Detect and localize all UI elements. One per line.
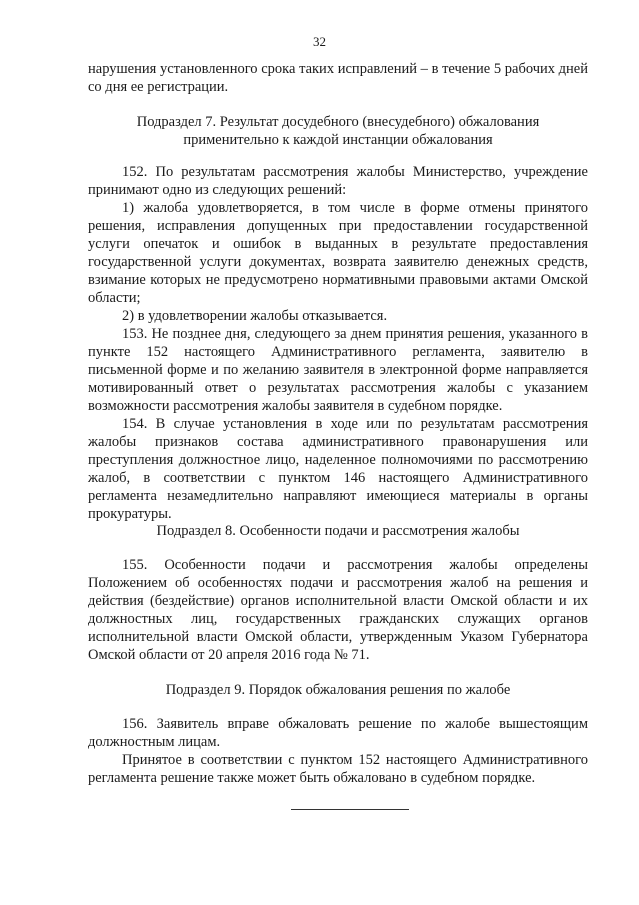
paragraph-152-item-1: 1) жалоба удовлетворяется, в том числе в форме отмены принятого решения, исправления допущенных при предоставлении государственной услуги опечаток и ошибок в выданных в результате предоставления государственной услуги документах, возврата заявителю денежных средств, взимание которых не предусмотрено нормативными правовыми актами Омской области; bbox=[88, 200, 588, 306]
paragraph-153: 153. Не позднее дня, следующего за днем принятия решения, указанного в пункте 152 настоящего Административного регламента, заявителю в письменной форме и по желанию заявителя в электронной форме направляется мотивированный ответ о результатах рассмотрения жалобы с указанием возможности рассмотрения жалобы заявителя в судебном порядке. bbox=[88, 326, 588, 414]
section-8-body bbox=[88, 556, 588, 664]
intro-paragraph: нарушения установленного срока таких исправлений – в течение 5 рабочих дней со дня ее регистрации. bbox=[88, 61, 588, 95]
section-7-body bbox=[88, 163, 588, 523]
intro-block bbox=[88, 60, 588, 96]
subsection-7-title-line1: Подраздел 7. Результат досудебного (внесудебного) обжалования bbox=[136, 114, 540, 130]
end-divider bbox=[291, 809, 409, 810]
paragraph-152-item-2: 2) в удовлетворении жалобы отказывается. bbox=[122, 308, 388, 324]
subsection-8-title: Подраздел 8. Особенности подачи и рассмотрения жалобы bbox=[156, 523, 520, 539]
paragraph-154: 154. В случае установления в ходе или по результатам рассмотрения жалобы признаков состава административного правонарушения или преступления должностное лицо, наделенное полномочиями по рассмотрению жалоб, в соответствии с пунктом 146 настоящего Административного регламента незамедлительно направляют имеющиеся материалы в органы прокуратуры. bbox=[88, 416, 588, 522]
page-number: 32 bbox=[313, 34, 326, 49]
subsection-7-title bbox=[88, 113, 588, 149]
paragraph-156: 156. Заявитель вправе обжаловать решение по жалобе вышестоящим должностным лицам. bbox=[88, 716, 588, 750]
subsection-9-title: Подраздел 9. Порядок обжалования решения по жалобе bbox=[165, 682, 511, 698]
subsection-7-title-line2: применительно к каждой инстанции обжалования bbox=[183, 132, 493, 148]
paragraph-155: 155. Особенности подачи и рассмотрения жалобы определены Положением об особенностях подачи и рассмотрения жалоб на решения и действия (бездействие) органов исполнительной власти Омской области и их должностных лиц, государственных гражданских служащих органов исполнительной власти Омской области, утвержденным Указом Губернатора Омской области от 20 апреля 2016 года № 71. bbox=[88, 557, 588, 663]
paragraph-152: 152. По результатам рассмотрения жалобы Министерство, учреждение принимают одно из следующих решений: bbox=[88, 164, 588, 198]
paragraph-156-b: Принятое в соответствии с пунктом 152 настоящего Административного регламента решение также может быть обжаловано в судебном порядке. bbox=[88, 752, 588, 786]
section-9-body bbox=[88, 715, 588, 787]
